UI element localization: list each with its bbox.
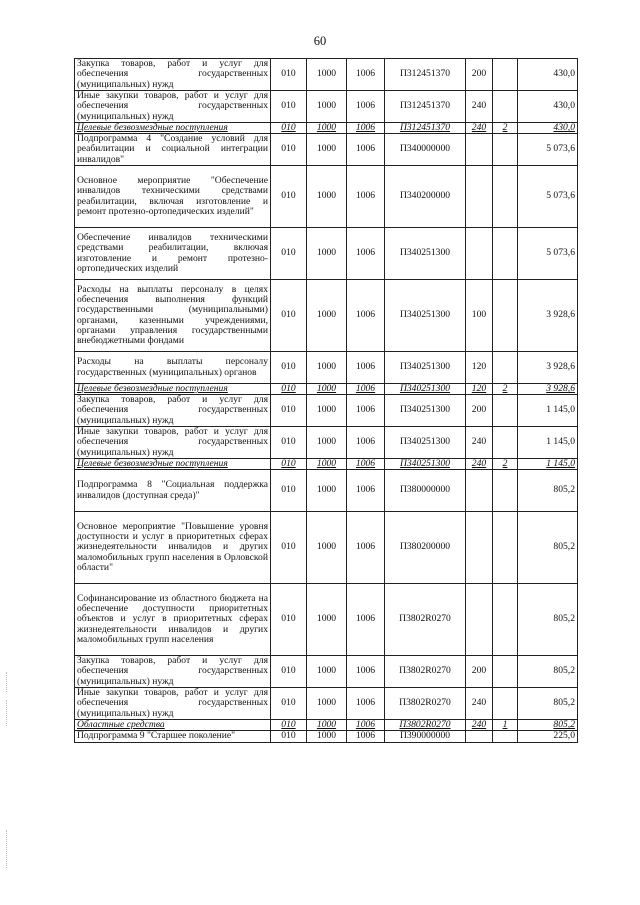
- row-admin-code: 010: [271, 720, 307, 731]
- row-amount: 5 073,6: [518, 166, 578, 228]
- row-name: Закупка товаров, работ и услуг для обеспечения государственных (муниципальных) нужд: [75, 395, 271, 427]
- table-row: [75, 59, 578, 91]
- row-target-code: П340000000: [385, 134, 466, 166]
- row-target-code: П312451370: [385, 59, 466, 91]
- table-row: [75, 123, 578, 134]
- table-body: [75, 59, 578, 743]
- row-name: Подпрограмма 8 "Социальная поддержка инвалидов (доступная среда)": [75, 470, 271, 512]
- row-funding-source: [493, 427, 518, 459]
- row-amount: 3 928,6: [518, 352, 578, 384]
- row-section-code: 1000: [307, 688, 347, 720]
- row-funding-source: [493, 166, 518, 228]
- row-name: Расходы на выплаты персоналу в целях обеспечения выполнения функций государственными (муниципальными) органами, казенными учреждениями, органами управления государственными внебюджетными фондами: [75, 280, 271, 352]
- row-expense-type: 200: [466, 59, 493, 91]
- row-amount: 805,2: [518, 584, 578, 656]
- row-subsection-code: 1006: [347, 59, 385, 91]
- row-admin-code: 010: [271, 512, 307, 584]
- row-subsection-code: 1006: [347, 427, 385, 459]
- row-subsection-code: 1006: [347, 280, 385, 352]
- row-expense-type: [466, 166, 493, 228]
- row-name: Расходы на выплаты персоналу государственных (муниципальных) органов: [75, 352, 271, 384]
- row-section-code: 1000: [307, 584, 347, 656]
- row-name: Обеспечение инвалидов техническими средствами реабилитации, включая изготовление и ремонт протезно-ортопедических изделий: [75, 228, 271, 280]
- row-section-code: 1000: [307, 470, 347, 512]
- row-name: Целевые безвозмездные поступления: [75, 123, 271, 134]
- row-funding-source: [493, 395, 518, 427]
- row-subsection-code: 1006: [347, 656, 385, 688]
- table-row: [75, 384, 578, 395]
- row-subsection-code: 1006: [347, 134, 385, 166]
- row-name: Иные закупки товаров, работ и услуг для обеспечения государственных (муниципальных) нужд: [75, 427, 271, 459]
- row-target-code: П3802R0270: [385, 720, 466, 731]
- row-section-code: 1000: [307, 384, 347, 395]
- row-amount: 430,0: [518, 59, 578, 91]
- row-target-code: П340251300: [385, 395, 466, 427]
- table-row: [75, 584, 578, 656]
- row-section-code: 1000: [307, 123, 347, 134]
- row-name: Подпрограмма 9 "Старшее поколение": [75, 731, 271, 743]
- table-row: [75, 470, 578, 512]
- table-row: [75, 228, 578, 280]
- row-admin-code: 010: [271, 228, 307, 280]
- row-section-code: 1000: [307, 720, 347, 731]
- row-name: Целевые безвозмездные поступления: [75, 384, 271, 395]
- row-name: Основное мероприятие "Повышение уровня доступности и услуг в приоритетных сферах жизнедеятельности инвалидов и других маломобильных групп населения в Орловской области": [75, 512, 271, 584]
- row-name: Закупка товаров, работ и услуг для обеспечения государственных (муниципальных) нужд: [75, 59, 271, 91]
- row-funding-source: [493, 59, 518, 91]
- row-amount: 5 073,6: [518, 228, 578, 280]
- row-subsection-code: 1006: [347, 166, 385, 228]
- table-row: [75, 91, 578, 123]
- row-funding-source: 2: [493, 123, 518, 134]
- table-row: [75, 427, 578, 459]
- row-target-code: П312451370: [385, 123, 466, 134]
- row-funding-source: [493, 91, 518, 123]
- row-name: Основное мероприятие "Обеспечение инвалидов техническими средствами реабилитации, включая изготовление и ремонт протезно-ортопедических изделий": [75, 166, 271, 228]
- row-subsection-code: 1006: [347, 470, 385, 512]
- table-row: [75, 688, 578, 720]
- row-amount: 225,0: [518, 731, 578, 743]
- row-admin-code: 010: [271, 584, 307, 656]
- row-target-code: П340251300: [385, 384, 466, 395]
- row-funding-source: [493, 512, 518, 584]
- row-expense-type: 240: [466, 459, 493, 470]
- row-subsection-code: 1006: [347, 91, 385, 123]
- margin-mark: [6, 672, 8, 692]
- row-section-code: 1000: [307, 395, 347, 427]
- row-section-code: 1000: [307, 228, 347, 280]
- row-expense-type: [466, 731, 493, 743]
- row-expense-type: 100: [466, 280, 493, 352]
- row-admin-code: 010: [271, 688, 307, 720]
- row-admin-code: 010: [271, 280, 307, 352]
- row-admin-code: 010: [271, 470, 307, 512]
- table-row: [75, 280, 578, 352]
- row-admin-code: 010: [271, 59, 307, 91]
- row-funding-source: 2: [493, 459, 518, 470]
- row-funding-source: [493, 688, 518, 720]
- row-amount: 3 928,6: [518, 384, 578, 395]
- row-name: Подпрограмма 4 "Создание условий для реабилитации и социальной интеграции инвалидов": [75, 134, 271, 166]
- table-row: [75, 512, 578, 584]
- row-amount: 430,0: [518, 123, 578, 134]
- row-admin-code: 010: [271, 395, 307, 427]
- row-funding-source: [493, 280, 518, 352]
- row-section-code: 1000: [307, 656, 347, 688]
- row-expense-type: [466, 134, 493, 166]
- row-amount: 430,0: [518, 91, 578, 123]
- row-target-code: П390000000: [385, 731, 466, 743]
- row-expense-type: 240: [466, 427, 493, 459]
- row-amount: 805,2: [518, 688, 578, 720]
- row-admin-code: 010: [271, 123, 307, 134]
- row-admin-code: 010: [271, 134, 307, 166]
- row-admin-code: 010: [271, 731, 307, 743]
- row-subsection-code: 1006: [347, 228, 385, 280]
- row-expense-type: [466, 584, 493, 656]
- row-section-code: 1000: [307, 352, 347, 384]
- row-section-code: 1000: [307, 459, 347, 470]
- row-name: Иные закупки товаров, работ и услуг для обеспечения государственных (муниципальных) нужд: [75, 91, 271, 123]
- row-admin-code: 010: [271, 166, 307, 228]
- row-section-code: 1000: [307, 91, 347, 123]
- table-row: [75, 720, 578, 731]
- row-target-code: П3802R0270: [385, 584, 466, 656]
- budget-table: [74, 58, 578, 743]
- row-funding-source: 1: [493, 720, 518, 731]
- row-subsection-code: 1006: [347, 688, 385, 720]
- row-subsection-code: 1006: [347, 512, 385, 584]
- row-expense-type: 200: [466, 656, 493, 688]
- table-row: [75, 459, 578, 470]
- row-amount: 1 145,0: [518, 427, 578, 459]
- row-section-code: 1000: [307, 166, 347, 228]
- row-amount: 3 928,6: [518, 280, 578, 352]
- row-target-code: П380000000: [385, 470, 466, 512]
- row-target-code: П312451370: [385, 91, 466, 123]
- table-row: [75, 656, 578, 688]
- row-funding-source: [493, 352, 518, 384]
- row-expense-type: [466, 228, 493, 280]
- row-expense-type: 200: [466, 395, 493, 427]
- row-expense-type: 240: [466, 91, 493, 123]
- row-subsection-code: 1006: [347, 731, 385, 743]
- row-section-code: 1000: [307, 512, 347, 584]
- row-target-code: П3802R0270: [385, 656, 466, 688]
- table-row: [75, 395, 578, 427]
- row-funding-source: [493, 470, 518, 512]
- table-row: [75, 731, 578, 743]
- row-funding-source: [493, 731, 518, 743]
- row-amount: 805,2: [518, 720, 578, 731]
- row-amount: 5 073,6: [518, 134, 578, 166]
- row-subsection-code: 1006: [347, 395, 385, 427]
- row-target-code: П340251300: [385, 427, 466, 459]
- table-row: [75, 352, 578, 384]
- row-section-code: 1000: [307, 59, 347, 91]
- row-name: Софинансирование из областного бюджета на обеспечение доступности приоритетных объектов и услуг в приоритетных сферах жизнедеятельности инвалидов и других маломобильных групп населения: [75, 584, 271, 656]
- table-row: [75, 134, 578, 166]
- row-section-code: 1000: [307, 280, 347, 352]
- row-section-code: 1000: [307, 731, 347, 743]
- row-funding-source: 2: [493, 384, 518, 395]
- row-section-code: 1000: [307, 427, 347, 459]
- row-amount: 805,2: [518, 656, 578, 688]
- row-target-code: П340200000: [385, 166, 466, 228]
- page-number: 60: [313, 34, 327, 48]
- row-admin-code: 010: [271, 384, 307, 395]
- row-expense-type: 240: [466, 720, 493, 731]
- row-subsection-code: 1006: [347, 352, 385, 384]
- row-admin-code: 010: [271, 427, 307, 459]
- row-expense-type: 120: [466, 384, 493, 395]
- row-admin-code: 010: [271, 91, 307, 123]
- row-expense-type: 120: [466, 352, 493, 384]
- row-amount: 805,2: [518, 512, 578, 584]
- row-target-code: П340251300: [385, 352, 466, 384]
- row-amount: 1 145,0: [518, 395, 578, 427]
- margin-mark: [6, 830, 8, 868]
- row-subsection-code: 1006: [347, 459, 385, 470]
- row-name: Закупка товаров, работ и услуг для обеспечения государственных (муниципальных) нужд: [75, 656, 271, 688]
- row-target-code: П340251300: [385, 280, 466, 352]
- row-expense-type: [466, 512, 493, 584]
- row-subsection-code: 1006: [347, 584, 385, 656]
- row-target-code: П3802R0270: [385, 688, 466, 720]
- row-amount: 1 145,0: [518, 459, 578, 470]
- row-admin-code: 010: [271, 656, 307, 688]
- row-expense-type: [466, 470, 493, 512]
- row-target-code: П340251300: [385, 228, 466, 280]
- row-admin-code: 010: [271, 352, 307, 384]
- row-admin-code: 010: [271, 459, 307, 470]
- row-funding-source: [493, 656, 518, 688]
- row-expense-type: 240: [466, 123, 493, 134]
- row-subsection-code: 1006: [347, 720, 385, 731]
- row-subsection-code: 1006: [347, 384, 385, 395]
- row-funding-source: [493, 584, 518, 656]
- row-funding-source: [493, 228, 518, 280]
- row-name: Целевые безвозмездные поступления: [75, 459, 271, 470]
- table-row: [75, 166, 578, 228]
- row-target-code: П380200000: [385, 512, 466, 584]
- margin-mark: [6, 700, 8, 726]
- row-name: Областные средства: [75, 720, 271, 731]
- row-expense-type: 240: [466, 688, 493, 720]
- row-funding-source: [493, 134, 518, 166]
- row-amount: 805,2: [518, 470, 578, 512]
- row-target-code: П340251300: [385, 459, 466, 470]
- row-name: Иные закупки товаров, работ и услуг для обеспечения государственных (муниципальных) нужд: [75, 688, 271, 720]
- row-subsection-code: 1006: [347, 123, 385, 134]
- row-section-code: 1000: [307, 134, 347, 166]
